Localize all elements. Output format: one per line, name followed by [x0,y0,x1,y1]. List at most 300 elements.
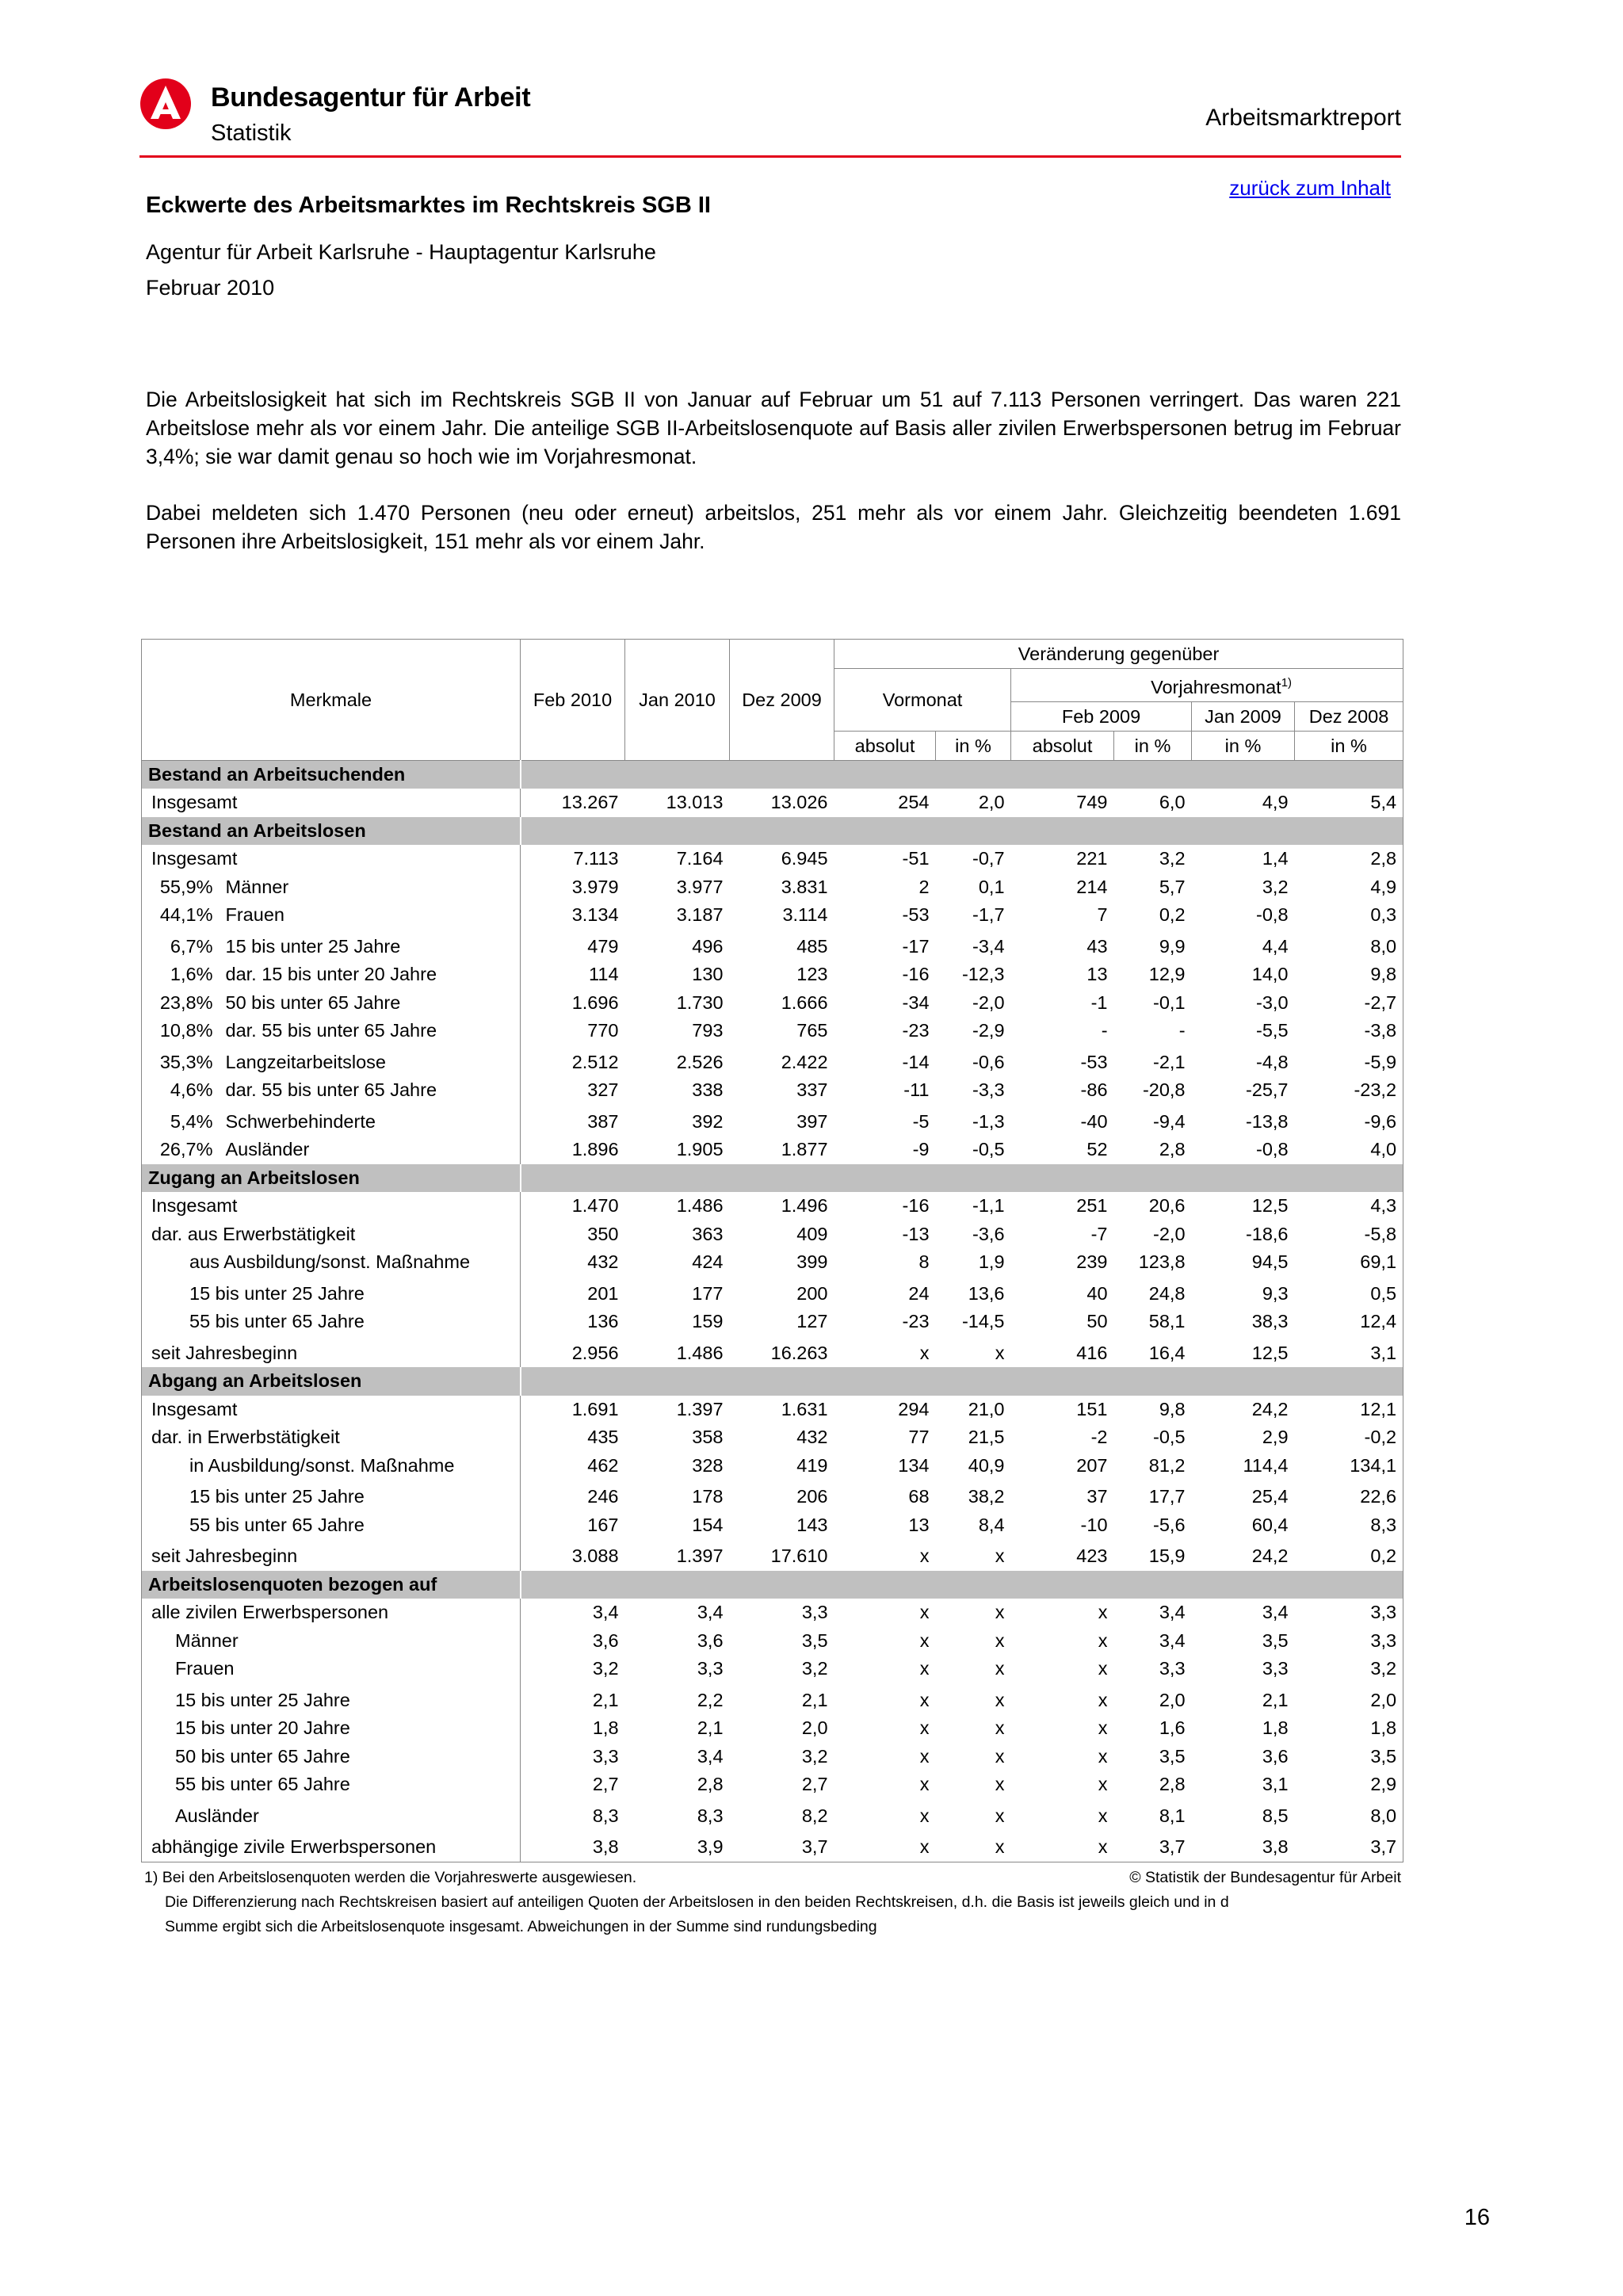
value-cell: 136 [521,1308,625,1336]
section-header-row [142,1571,1403,1599]
value-cell: 3,8 [521,1830,625,1862]
section-filler [521,760,1403,789]
table-row [142,1627,1403,1656]
value-cell: 9,9 [1159,935,1186,957]
key-figures-table [141,639,1403,1862]
value-cell: -0,6 [972,1051,1005,1072]
section-filler [521,1164,1403,1193]
value-cell: -51 [902,848,930,869]
row-label: Insgesamt [151,1195,238,1217]
header-veraenderung: Veränderung gegenüber [834,640,1403,669]
row-label: alle zivilen Erwerbspersonen [151,1602,389,1623]
table-row [142,1714,1403,1743]
value-cell: 294 [898,1398,930,1419]
value-cell: 1,8 [1262,1717,1289,1739]
value-cell: x [919,1342,930,1363]
table-row [142,1221,1403,1249]
value-cell: 0,2 [1370,1545,1397,1567]
value-cell: 3,4 [1159,1602,1186,1623]
value-cell: 58,1 [1148,1311,1186,1332]
value-cell: 24,2 [1251,1545,1289,1567]
value-cell: x [995,1545,1005,1567]
value-cell: 9,8 [1370,964,1397,985]
section-filler [521,1571,1403,1599]
value-cell: 3,3 [697,1658,724,1679]
value-cell: -10 [1080,1514,1108,1535]
value-cell: 432 [796,1427,828,1448]
header-merkmale: Merkmale [142,640,521,761]
value-cell: 206 [796,1486,828,1507]
table-row [142,1192,1403,1221]
value-cell: 7.113 [521,845,625,873]
value-cell: 3,4 [1159,1629,1186,1651]
header-vormonat-pct: in % [936,731,1011,760]
value-cell: 38,2 [968,1486,1005,1507]
value-cell: 3,2 [1370,1658,1397,1679]
value-cell: x [919,1745,930,1767]
share-cell: 6,7% [170,935,213,957]
footnote-2: Die Differenzierung nach Rechtskreisen basiert auf anteiligen Quoten der Arbeitslosen in den beiden Rechtskreisen, d.h. die Basis ist jeweils gleich und in d [165,1893,1229,1911]
value-cell: 2,2 [697,1689,724,1710]
value-cell: -4,8 [1256,1051,1289,1072]
value-cell: 409 [796,1223,828,1244]
row-label: 15 bis unter 20 Jahre [175,1717,350,1739]
value-cell: 3.134 [521,901,625,930]
value-cell: 1.896 [521,1136,625,1164]
value-cell: -18,6 [1245,1223,1289,1244]
value-cell: 1.397 [676,1545,724,1567]
value-cell: 3,3 [801,1602,828,1623]
value-cell: 12,4 [1360,1311,1397,1332]
value-cell: -53 [902,904,930,926]
section-label: Arbeitslosenquoten bezogen auf [142,1571,521,1599]
value-cell: 13.026 [770,792,828,813]
value-cell: 3.114 [782,904,828,926]
value-cell: 134,1 [1350,1454,1397,1476]
value-cell: x [995,1689,1005,1710]
value-cell: 2,9 [1370,1774,1397,1795]
value-cell: x [1098,1629,1108,1651]
value-cell: 2,0 [801,1717,828,1739]
value-cell: 4,4 [1262,935,1289,957]
value-cell: 1.397 [676,1398,724,1419]
value-cell: 1,6 [1159,1717,1186,1739]
value-cell: 21,0 [968,1398,1005,1419]
value-cell: 1,8 [1370,1717,1397,1739]
value-cell: -3,6 [972,1223,1005,1244]
value-cell: 16.263 [770,1342,828,1363]
value-cell: 3.977 [676,876,724,897]
value-cell: 134 [898,1454,930,1476]
summary-paragraph-2: Dabei meldeten sich 1.470 Personen (neu oder erneut) arbeitslos, 251 mehr als vor einem Jahr. Gleichzeitig beendeten 1.691 Personen ihre Arbeitslosigkeit, 151 mehr als vor einem Jahr. [146,501,1401,553]
header-vorjahr-pct: in % [1114,731,1192,760]
value-cell: 3.831 [781,876,828,897]
value-cell: 239 [1076,1251,1108,1273]
value-cell: 254 [898,792,930,813]
value-cell: 43 [1086,935,1108,957]
value-cell: 2.512 [521,1045,625,1077]
value-cell: 20,6 [1148,1195,1186,1217]
value-cell: -9,4 [1153,1110,1186,1132]
value-cell: -40 [1080,1110,1108,1132]
back-to-contents-link[interactable]: zurück zum Inhalt [1229,176,1391,200]
value-cell: 496 [692,935,724,957]
copyright-note: © Statistik der Bundesagentur für Arbeit [1129,1869,1401,1886]
header-feb-2010: Feb 2010 [521,640,625,761]
value-cell: 4,3 [1370,1195,1397,1217]
section-header-row [142,1164,1403,1193]
value-cell: 9,8 [1159,1398,1186,1419]
value-cell: 2.526 [676,1051,724,1072]
value-cell: -0,2 [1364,1427,1397,1448]
table-row [142,1017,1403,1045]
value-cell: 2,1 [801,1689,828,1710]
logo-block [139,73,583,160]
value-cell: 3,6 [1262,1745,1289,1767]
value-cell: 123 [796,964,828,985]
value-cell: -1 [1090,991,1108,1013]
value-cell: x [1098,1717,1108,1739]
row-label: seit Jahresbeginn [151,1342,298,1363]
value-cell: 3,4 [697,1745,724,1767]
value-cell: -16 [902,1195,930,1217]
value-cell: 3,5 [1262,1629,1289,1651]
value-cell: 3,5 [1159,1745,1186,1767]
value-cell: -9,6 [1364,1110,1397,1132]
row-label: Insgesamt [151,792,238,813]
value-cell: 3.187 [676,904,724,926]
value-cell: x [919,1805,930,1826]
value-cell: 328 [692,1454,724,1476]
footnote-ref: 1) [1281,676,1293,690]
header-dez-2009: Dez 2009 [730,640,834,761]
value-cell: 1.877 [781,1139,828,1160]
value-cell: 8 [918,1251,930,1273]
table-row [142,1423,1403,1452]
value-cell: 397 [796,1110,828,1132]
value-cell: 13.267 [521,789,625,817]
value-cell: -53 [1080,1051,1108,1072]
header-vorjahresmonat [1011,669,1403,702]
value-cell: -2 [1090,1427,1108,1448]
value-cell: 5,7 [1159,876,1186,897]
value-cell: 6.945 [781,848,828,869]
value-cell: -17 [902,935,930,957]
value-cell: 416 [1076,1342,1108,1363]
value-cell: 1.470 [521,1192,625,1221]
value-cell: 24 [908,1282,930,1304]
header-divider [139,155,1401,158]
value-cell: x [1098,1689,1108,1710]
value-cell: 8,2 [801,1805,828,1826]
value-cell: x [995,1717,1005,1739]
value-cell: 2.956 [521,1336,625,1368]
value-cell: 3,4 [521,1599,625,1627]
table-header [142,640,1403,761]
share-cell: 10,8% [159,1020,213,1041]
value-cell: 327 [521,1076,625,1105]
value-cell: 5,4 [1370,792,1397,813]
value-cell: -13 [902,1223,930,1244]
section-header-row [142,817,1403,846]
value-cell: 40 [1086,1282,1108,1304]
value-cell: 3,5 [1370,1745,1397,1767]
row-label: Insgesamt [151,848,238,869]
row-label: in Ausbildung/sonst. Maßnahme [189,1454,455,1476]
value-cell: -3,3 [972,1079,1005,1101]
value-cell: 0,2 [1159,904,1186,926]
table-row [142,1248,1403,1277]
value-cell: 154 [692,1514,724,1535]
section-filler [521,817,1403,846]
header-jan-2010: Jan 2010 [625,640,730,761]
value-cell: -0,8 [1256,1139,1289,1160]
value-cell: - [1178,1020,1186,1041]
value-cell: -5,9 [1364,1051,1397,1072]
value-cell: 37 [1086,1486,1108,1507]
value-cell: 0,5 [1370,1282,1397,1304]
value-cell: -14 [902,1051,930,1072]
row-label: abhängige zivile Erwerbspersonen [151,1836,437,1858]
row-label: 15 bis unter 25 Jahre [189,1282,365,1304]
header-jan2009-pct: in % [1192,731,1295,760]
value-cell: -5,6 [1153,1514,1186,1535]
value-cell: 3,6 [521,1627,625,1656]
table-row [142,1045,1403,1077]
value-cell: -3,4 [972,935,1005,957]
value-cell: x [1098,1602,1108,1623]
value-cell: -2,0 [972,991,1005,1013]
row-label: dar. 55 bis unter 65 Jahre [225,1079,437,1101]
value-cell: 17.610 [770,1545,828,1567]
value-cell: 1.486 [676,1195,724,1217]
value-cell: 13,6 [968,1282,1005,1304]
value-cell: -5,5 [1256,1020,1289,1041]
value-cell: -11 [903,1079,930,1101]
value-cell: 8,3 [521,1799,625,1831]
brand-subtitle: Statistik [211,120,292,146]
value-cell: x [1098,1745,1108,1767]
table-row [142,1683,1403,1715]
value-cell: x [919,1545,930,1567]
table-row [142,989,1403,1018]
value-cell: 0,3 [1370,904,1397,926]
value-cell: 3,8 [1262,1836,1289,1858]
row-label: seit Jahresbeginn [151,1545,298,1567]
table-row [142,845,1403,873]
value-cell: 770 [521,1017,625,1045]
value-cell: x [995,1745,1005,1767]
table-row [142,873,1403,902]
value-cell: 221 [1076,848,1108,869]
row-label: 55 bis unter 65 Jahre [175,1774,350,1795]
row-label: Männer [175,1629,239,1651]
value-cell: -86 [1080,1079,1108,1101]
value-cell: -5 [912,1110,930,1132]
value-cell: 130 [692,964,724,985]
value-cell: -9 [912,1139,930,1160]
value-cell: x [919,1689,930,1710]
value-cell: 3.088 [521,1539,625,1571]
value-cell: 8,0 [1370,935,1397,957]
value-cell: 432 [521,1248,625,1277]
value-cell: 143 [796,1514,828,1535]
value-cell: 485 [796,935,828,957]
header-vorjahr-absolut: absolut [1011,731,1114,760]
value-cell: 214 [1076,876,1108,897]
value-cell: 6,0 [1159,792,1186,813]
value-cell: 13.013 [666,792,724,813]
value-cell: -3,8 [1364,1020,1397,1041]
page-title: Eckwerte des Arbeitsmarktes im Rechtskreis SGB II [146,193,711,218]
value-cell: x [995,1774,1005,1795]
value-cell: x [1098,1805,1108,1826]
value-cell: 3,7 [1370,1836,1397,1858]
value-cell: x [919,1602,930,1623]
value-cell: -3,0 [1256,991,1289,1013]
row-label: Langzeitarbeitslose [225,1051,386,1072]
value-cell: 3,3 [1159,1658,1186,1679]
value-cell: 151 [1076,1398,1108,1419]
value-cell: 1.496 [781,1195,828,1217]
value-cell: 52 [1086,1139,1108,1160]
value-cell: -0,1 [1153,991,1186,1013]
value-cell: x [1098,1836,1108,1858]
table-row [142,1511,1403,1540]
header-jan-2009: Jan 2009 [1192,701,1295,731]
value-cell: 363 [692,1223,724,1244]
section-label: Abgang an Arbeitslosen [142,1367,521,1396]
value-cell: 3,1 [1262,1774,1289,1795]
section-label: Bestand an Arbeitslosen [142,817,521,846]
value-cell: 200 [796,1282,828,1304]
vorjahresmonat-label: Vorjahresmonat [1151,676,1281,697]
value-cell: 3,7 [801,1836,828,1858]
table-row [142,1771,1403,1799]
value-cell: 2,0 [1370,1689,1397,1710]
value-cell: 793 [692,1020,724,1041]
value-cell: 25,4 [1251,1486,1289,1507]
value-cell: x [995,1658,1005,1679]
value-cell: 21,5 [968,1427,1005,1448]
value-cell: -16 [902,964,930,985]
value-cell: 178 [692,1486,724,1507]
value-cell: 3,5 [801,1629,828,1651]
value-cell: 2,7 [521,1771,625,1799]
value-cell: 462 [521,1452,625,1480]
value-cell: -2,1 [1153,1051,1186,1072]
value-cell: 159 [692,1311,724,1332]
value-cell: 24,8 [1148,1282,1186,1304]
value-cell: x [919,1629,930,1651]
header-vormonat: Vormonat [834,669,1011,732]
value-cell: 94,5 [1251,1251,1289,1273]
value-cell: 114,4 [1243,1454,1289,1476]
value-cell: 3,7 [1159,1836,1186,1858]
ba-logo-icon [139,78,192,130]
value-cell: 3,2 [521,1655,625,1683]
share-cell: 23,8% [159,991,213,1013]
value-cell: -1,1 [972,1195,1005,1217]
value-cell: 13 [1086,964,1108,985]
value-cell: 3,1 [1370,1342,1397,1363]
value-cell: 2,8 [1159,1139,1186,1160]
table-body [142,760,1403,1862]
value-cell: 3.979 [521,873,625,902]
value-cell: 68 [908,1486,930,1507]
value-cell: 8,5 [1262,1805,1289,1826]
table-row [142,1336,1403,1368]
value-cell: 3,3 [1262,1658,1289,1679]
row-label: Ausländer [175,1805,259,1826]
value-cell: 399 [796,1251,828,1273]
share-cell: 35,3% [159,1051,213,1072]
value-cell: x [995,1836,1005,1858]
value-cell: 9,3 [1262,1282,1289,1304]
value-cell: -2,9 [972,1020,1005,1041]
share-cell: 44,1% [159,904,213,926]
table-row [142,1743,1403,1771]
section-label: Zugang an Arbeitslosen [142,1164,521,1193]
value-cell: 3,9 [697,1836,724,1858]
value-cell: 2,1 [697,1717,724,1739]
value-cell: 435 [521,1423,625,1452]
footnote-1: 1) Bei den Arbeitslosenquoten werden die Vorjahreswerte ausgewiesen. [144,1869,637,1886]
table-row [142,1396,1403,1424]
value-cell: 387 [521,1105,625,1137]
table-row [142,1308,1403,1336]
value-cell: -13,8 [1245,1110,1289,1132]
value-cell: -25,7 [1245,1079,1289,1101]
value-cell: 2 [918,876,930,897]
table-row [142,1599,1403,1627]
table-row [142,1452,1403,1480]
value-cell: 123,8 [1138,1251,1186,1273]
section-header-row [142,760,1403,789]
value-cell: 50 [1086,1311,1108,1332]
row-label: dar. aus Erwerbstätigkeit [151,1223,356,1244]
value-cell: 2,0 [1159,1689,1186,1710]
share-cell: 1,6% [170,964,213,985]
value-cell: x [919,1774,930,1795]
value-cell: 1.696 [521,989,625,1018]
value-cell: 2,1 [1262,1689,1289,1710]
report-name: Arbeitsmarktreport [1205,105,1401,131]
row-label: Frauen [225,904,285,926]
value-cell: -7 [1090,1223,1108,1244]
value-cell: 1.905 [676,1139,724,1160]
value-cell: -0,5 [1153,1427,1186,1448]
value-cell: -20,8 [1142,1079,1186,1101]
value-cell: 1,4 [1262,848,1289,869]
value-cell: x [1098,1774,1108,1795]
value-cell: 8,4 [978,1514,1005,1535]
value-cell: -23 [902,1020,930,1041]
value-cell: 3,4 [697,1602,724,1623]
value-cell: 424 [692,1251,724,1273]
section-label: Bestand an Arbeitsuchenden [142,760,521,789]
value-cell: 350 [521,1221,625,1249]
value-cell: 337 [796,1079,828,1101]
value-cell: 114 [521,961,625,989]
value-cell: -12,3 [961,964,1005,985]
summary-paragraph-1: Die Arbeitslosigkeit hat sich im Rechtskreis SGB II von Januar auf Februar um 51 auf 7.113 Personen verringert. Das waren 221 Arbeitslose mehr als vor einem Jahr. Die anteilige SGB II-Arbeitslosenquote auf Basis aller zivilen Erwerbspersonen betrug im Februar 3,4%; sie war damit genau so hoch wie im Vorjahresmonat. [146,388,1401,468]
value-cell: 2,8 [1370,848,1397,869]
table-row [142,1799,1403,1831]
table-row [142,1480,1403,1511]
row-label: aus Ausbildung/sonst. Maßnahme [189,1251,471,1273]
value-cell: 2,8 [697,1774,724,1795]
